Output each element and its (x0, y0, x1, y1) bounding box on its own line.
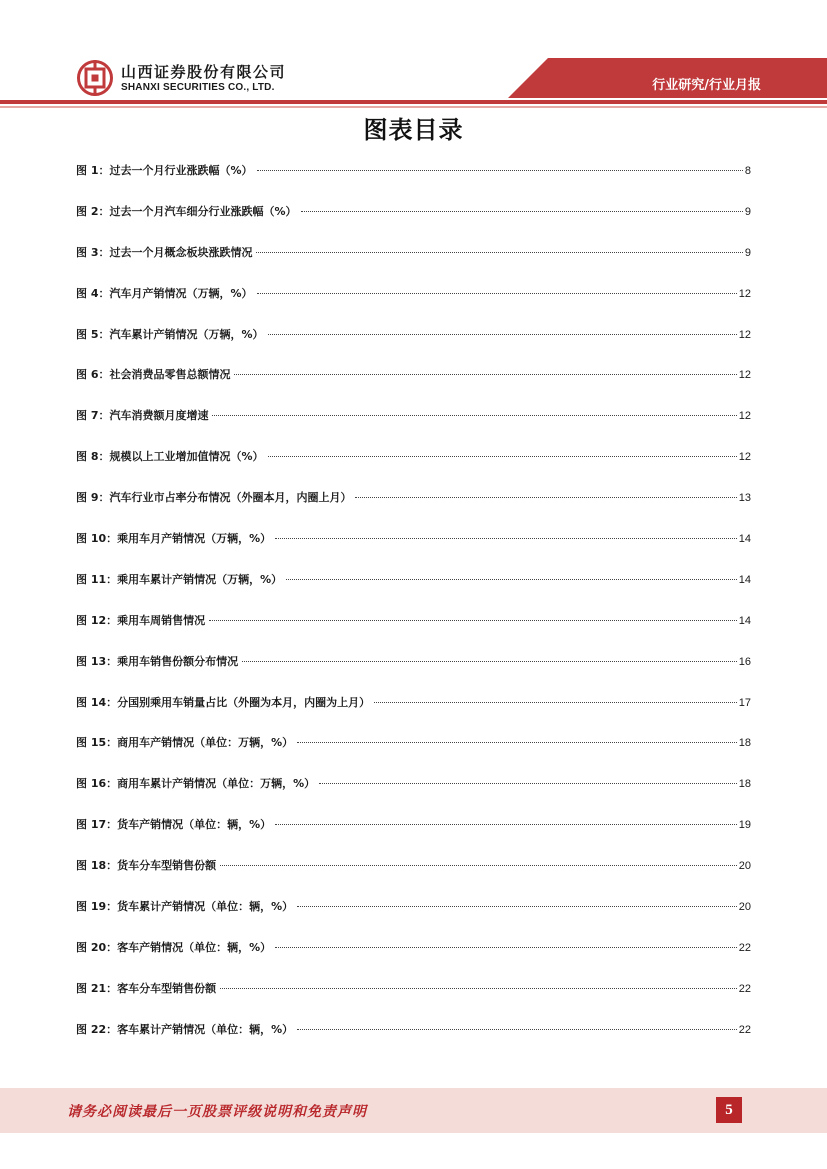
toc-figure-number: 图 18： (76, 859, 118, 873)
toc-dot-leader (297, 906, 737, 907)
toc-entry[interactable] (76, 612, 751, 653)
toc-entry[interactable] (76, 980, 751, 1021)
toc-page-number: 14 (738, 614, 751, 627)
figure-list (76, 162, 751, 1062)
toc-figure-number: 图 11： (76, 572, 118, 586)
toc-figure-number: 图 22： (76, 1022, 118, 1036)
toc-figure-number: 图 14： (76, 695, 118, 709)
toc-page-number: 12 (738, 369, 751, 382)
toc-dot-leader (212, 415, 736, 416)
toc-dot-leader (275, 947, 737, 948)
toc-dot-leader (297, 742, 737, 743)
toc-dot-leader (220, 988, 737, 989)
toc-figure-number: 图 16： (76, 777, 118, 791)
toc-page-number: 22 (738, 982, 751, 995)
toc-figure-title: 乘用车月产销情况（万辆，%） (117, 532, 272, 546)
toc-figure-number: 图 19： (76, 900, 118, 914)
toc-figure-number: 图 21： (76, 981, 118, 995)
toc-figure-title: 社会消费品零售总额情况 (109, 368, 231, 382)
toc-dot-leader (256, 252, 742, 253)
toc-dot-leader (220, 865, 737, 866)
toc-entry[interactable] (76, 816, 751, 857)
page-number: 5 (716, 1097, 742, 1123)
toc-figure-number: 图 1： (76, 164, 110, 177)
page-title: 图表目录 (363, 116, 464, 144)
toc-figure-number: 图 2： (76, 204, 110, 218)
report-type-label: 行业研究/行业月报 (652, 78, 761, 93)
company-name-cn: 山西证券股份有限公司 (121, 63, 287, 81)
toc-entry[interactable] (76, 448, 751, 489)
toc-figure-title: 货车累计产销情况（单位：辆，%） (117, 900, 294, 914)
toc-figure-number: 图 15： (76, 736, 118, 750)
toc-entry[interactable] (76, 203, 751, 244)
toc-page-number: 20 (738, 860, 751, 873)
toc-figure-title: 商用车累计产销情况（单位：万辆，%） (117, 777, 316, 791)
toc-page-number: 13 (738, 492, 751, 505)
toc-figure-number: 图 20： (76, 940, 118, 954)
toc-figure-title: 乘用车累计产销情况（万辆，%） (117, 572, 283, 586)
company-name-en: SHANXI SECURITIES CO., LTD. (121, 82, 275, 93)
toc-page-number: 22 (738, 1023, 751, 1036)
toc-entry[interactable] (76, 530, 751, 571)
toc-dot-leader (275, 538, 737, 539)
toc-figure-number: 图 4： (76, 286, 110, 300)
toc-figure-number: 图 12： (76, 613, 118, 627)
toc-dot-leader (355, 497, 736, 498)
toc-page-number: 12 (738, 410, 751, 423)
toc-figure-title: 汽车累计产销情况（万辆，%） (109, 327, 264, 341)
toc-dot-leader (268, 456, 737, 457)
toc-figure-title: 货车产销情况（单位：辆，%） (117, 818, 272, 832)
toc-page-number: 17 (738, 696, 751, 709)
toc-figure-number: 图 7： (76, 409, 110, 423)
toc-page-number: 12 (738, 328, 751, 341)
toc-figure-title: 汽车月产销情况（万辆，%） (109, 286, 253, 300)
toc-figure-title: 规模以上工业增加值情况（%） (109, 450, 264, 464)
toc-entry[interactable] (76, 1021, 751, 1062)
toc-page-number: 12 (738, 451, 751, 464)
toc-dot-leader (286, 579, 737, 580)
toc-figure-title: 客车分车型销售份额 (117, 981, 217, 995)
toc-dot-leader (257, 293, 737, 294)
toc-entry[interactable] (76, 285, 751, 326)
toc-dot-leader (297, 1029, 737, 1030)
toc-entry[interactable] (76, 489, 751, 530)
toc-figure-title: 汽车行业市占率分布情况（外圈本月，内圈上月） (109, 491, 352, 505)
toc-figure-number: 图 6： (76, 368, 110, 382)
header-banner (0, 0, 827, 110)
toc-entry[interactable] (76, 244, 751, 285)
toc-page-number: 9 (744, 205, 751, 218)
toc-page-number: 22 (738, 941, 751, 954)
toc-figure-title: 过去一个月概念板块涨跌情况 (109, 245, 253, 259)
toc-figure-number: 图 5： (76, 327, 110, 341)
toc-figure-number: 图 8： (76, 450, 110, 464)
toc-figure-number: 图 10： (76, 532, 118, 546)
toc-dot-leader (268, 334, 737, 335)
toc-entry[interactable] (76, 162, 751, 203)
toc-page-number: 14 (738, 533, 751, 546)
toc-dot-leader (234, 374, 736, 375)
toc-figure-title: 过去一个月行业涨跌幅（%） (109, 164, 253, 177)
toc-dot-leader (209, 620, 737, 621)
toc-entry[interactable] (76, 694, 751, 735)
toc-page-number: 14 (738, 573, 751, 586)
company-logo (77, 60, 113, 96)
toc-figure-title: 乘用车销售份额分布情况 (117, 654, 239, 668)
toc-dot-leader (319, 783, 737, 784)
toc-figure-number: 图 17： (76, 818, 118, 832)
toc-entry[interactable] (76, 571, 751, 612)
toc-entry[interactable] (76, 407, 751, 448)
toc-dot-leader (374, 702, 737, 703)
toc-dot-leader (301, 211, 743, 212)
toc-page-number: 12 (738, 287, 751, 300)
toc-dot-leader (275, 824, 737, 825)
toc-entry[interactable] (76, 898, 751, 939)
toc-entry[interactable] (76, 939, 751, 980)
toc-page-number: 16 (738, 655, 751, 668)
toc-entry[interactable] (76, 857, 751, 898)
toc-entry[interactable] (76, 653, 751, 694)
page-footer (0, 1088, 827, 1133)
toc-figure-title: 乘用车周销售情况 (117, 613, 206, 627)
toc-page-number: 8 (744, 165, 751, 177)
toc-figure-number: 图 13： (76, 654, 118, 668)
toc-figure-number: 图 9： (76, 491, 110, 505)
toc-dot-leader (257, 170, 743, 171)
toc-entry[interactable] (76, 734, 751, 775)
toc-figure-title: 分国别乘用车销量占比（外圈为本月，内圈为上月） (117, 695, 371, 709)
toc-page-number: 19 (738, 819, 751, 832)
toc-page-number: 18 (738, 737, 751, 750)
toc-entry[interactable] (76, 775, 751, 816)
toc-figure-title: 客车累计产销情况（单位：辆，%） (117, 1022, 294, 1036)
toc-page-number: 20 (738, 901, 751, 914)
toc-page-number: 9 (744, 246, 751, 259)
page-header (0, 0, 827, 105)
toc-figure-title: 过去一个月汽车细分行业涨跌幅（%） (109, 204, 297, 218)
toc-figure-number: 图 3： (76, 245, 110, 259)
toc-entry[interactable] (76, 366, 751, 407)
toc-entry[interactable] (76, 326, 751, 367)
toc-figure-title: 客车产销情况（单位：辆，%） (117, 940, 272, 954)
toc-figure-title: 商用车产销情况（单位：万辆，%） (117, 736, 294, 750)
toc-dot-leader (242, 661, 737, 662)
toc-figure-title: 货车分车型销售份额 (117, 859, 217, 873)
disclaimer-text: 请务必阅读最后一页股票评级说明和免责声明 (67, 1104, 367, 1120)
toc-page-number: 18 (738, 778, 751, 791)
toc-figure-title: 汽车消费额月度增速 (109, 409, 209, 423)
